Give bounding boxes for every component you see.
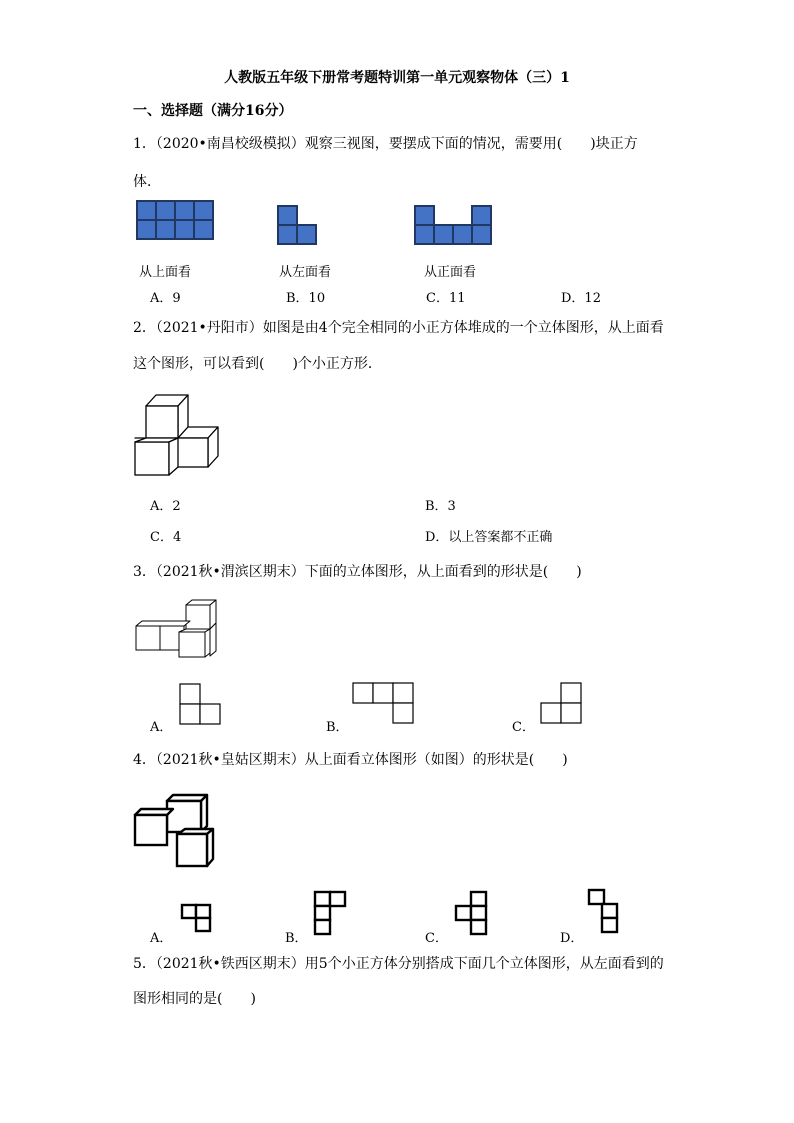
q3-option-c[interactable]: C． [512,720,535,735]
q3-option-a-figure[interactable] [179,683,223,727]
q4-option-b-figure[interactable] [313,890,349,936]
section-heading: 一、选择题（满分16分） [133,103,293,119]
question-2-text-cont: 这个图形，可以看到( )个小正方形． [133,356,382,372]
q2-option-a[interactable]: A．2 [150,499,181,514]
question-2-text: 2．（2021•丹阳市）如图是由4个完全相同的小正方体堆成的一个立体图形，从上面看 [133,320,664,336]
q1-option-c[interactable]: C．11 [426,291,466,306]
question-4-text: 4．（2021秋•皇姑区期末）从上面看立体图形（如图）的形状是( ) [133,752,568,768]
q3-cube-figure [134,598,220,662]
caption-left-view: 从左面看 [279,265,332,280]
question-1-text-cont: 体． [133,174,161,190]
q4-option-c[interactable]: C． [425,931,448,946]
question-5-text-cont: 图形相同的是( ) [133,991,256,1007]
q2-option-b[interactable]: B．3 [425,499,456,514]
q3-option-c-figure[interactable] [540,682,584,726]
question-1-text: 1．（2020•南昌校级模拟）观察三视图，要摆成下面的情况，需要用( )块正方 [133,136,638,152]
q4-option-d[interactable]: D． [560,931,584,946]
top-view-figure [136,200,216,242]
q4-option-d-figure[interactable] [587,888,623,936]
q4-option-a-figure[interactable] [180,903,214,935]
q4-cube-figure [133,793,219,871]
q4-option-c-figure[interactable] [454,890,490,936]
question-3-text: 3．（2021秋•渭滨区期末）下面的立体图形，从上面看到的形状是( ) [133,564,582,580]
q1-option-d[interactable]: D．12 [561,291,601,306]
q3-option-a[interactable]: A． [150,720,173,735]
q2-option-c[interactable]: C．4 [150,530,182,545]
q2-option-d[interactable]: D．以上答案都不正确 [425,530,553,545]
q4-option-b[interactable]: B． [285,931,308,946]
page-title: 人教版五年级下册常考题特训第一单元观察物体（三）1 [224,70,570,86]
q1-option-b[interactable]: B．10 [286,291,326,306]
q3-option-b-figure[interactable] [352,682,416,726]
q2-cube-figure [133,392,223,478]
caption-top-view: 从上面看 [139,265,192,280]
q3-option-b[interactable]: B． [326,720,349,735]
front-view-figure [414,205,496,247]
left-view-figure [277,205,321,247]
q1-option-a[interactable]: A．9 [150,291,181,306]
caption-front-view: 从正面看 [424,265,477,280]
q4-option-a[interactable]: A． [150,931,173,946]
question-5-text: 5．（2021秋•铁西区期末）用5个小正方体分别搭成下面几个立体图形，从左面看到的 [133,956,664,972]
